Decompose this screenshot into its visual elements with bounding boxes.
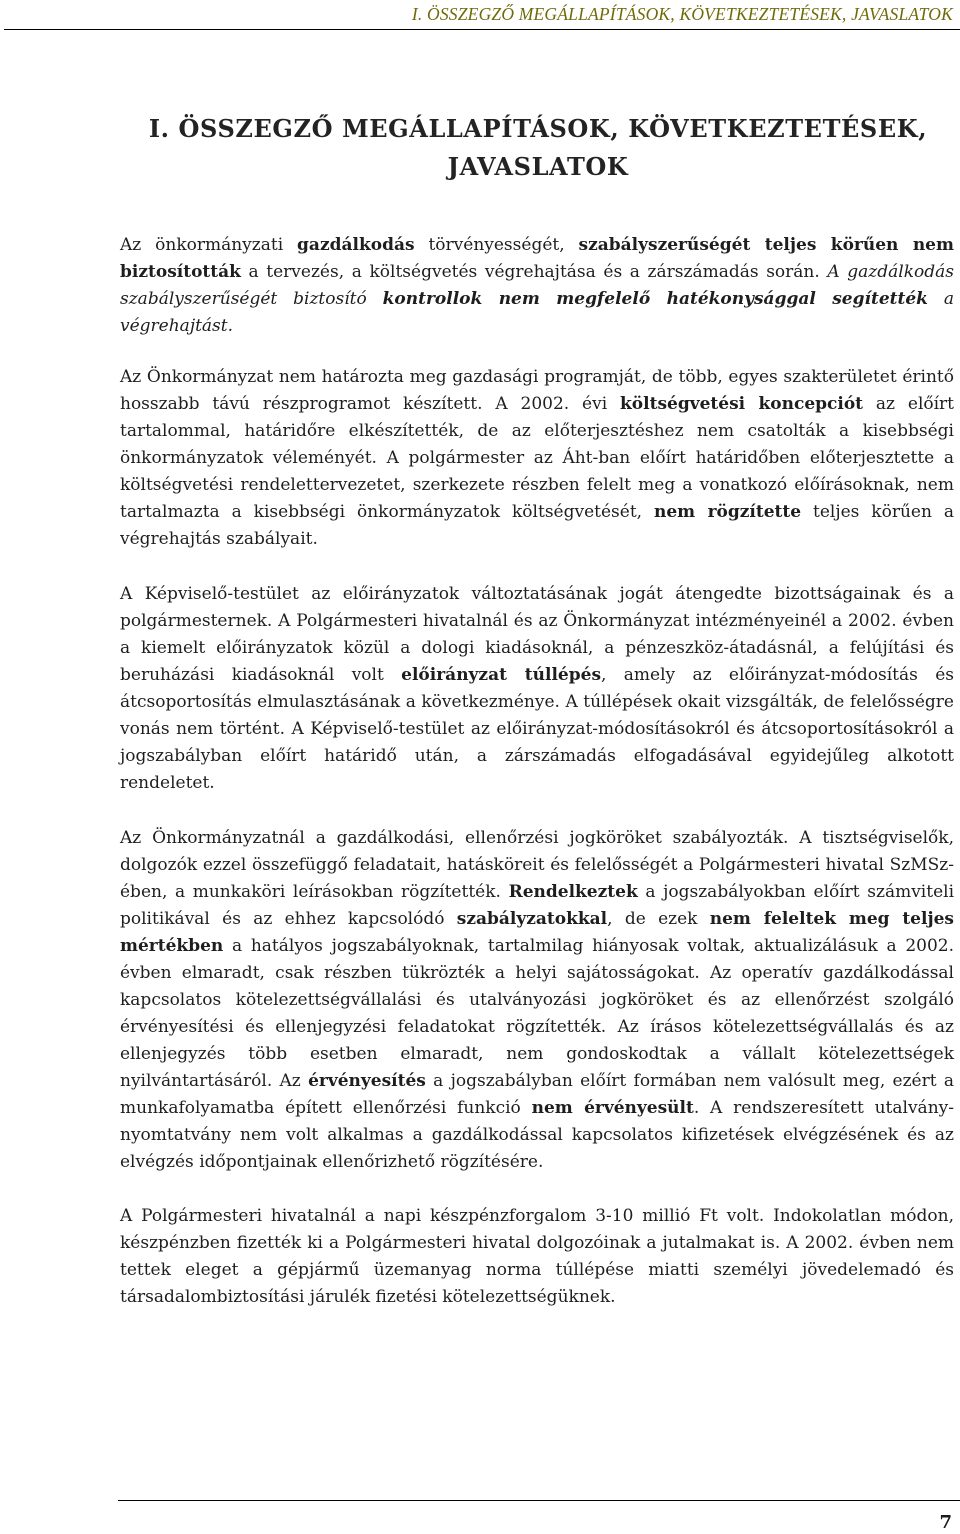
bold-text: nem érvényesült — [531, 1098, 694, 1118]
text-run: törvényességét, — [414, 235, 579, 255]
italic-text: a végrehajtást. — [120, 289, 954, 336]
text-run: teljes körűen a végrehajtás szabályait. — [120, 502, 954, 549]
text-run: , amely az előirányzat-módosítás és átcsoportosítás elmulasztásának a következménye. A túllépések okait vizsgálták, de felelősségre vonás nem történt. A Képviselő-testület az előirányzat-módosításokról és átcsoportosításokról a jogszabályban előírt határidő után, a zárszámadás elfogadásával egyidejűleg alkotott rendeletet. — [120, 665, 954, 793]
paragraph-3 — [120, 581, 954, 797]
text-run: , de ezek — [607, 909, 710, 929]
paragraph-1 — [120, 232, 954, 340]
bold-text: Rendelkeztek — [508, 882, 638, 902]
text-run: a tervezés, a költségvetés végrehajtása és a zárszámadás során. — [240, 262, 828, 282]
bold-italic-text: kontrollok nem megfelelő hatékonysággal segítették — [382, 289, 928, 309]
body-text — [120, 232, 954, 1311]
bold-text: gazdálkodás — [297, 235, 415, 255]
page-title-line-1: I. ÖSSZEGZŐ MEGÁLLAPÍTÁSOK, KÖVETKEZTETÉSEK, — [148, 114, 928, 143]
text-run: A Polgármesteri hivatalnál a napi készpénzforgalom 3-10 millió Ft volt. Indokolatlan módon, készpénzben fizették ki a Polgármesteri hivatal dolgozóinak a jutalmakat is. A 2002. évben nem tettek eleget a gépjármű üzemanyag norma túllépése miatti személyi jövedelemadó és társadalombiztosítási járulék fizetési kötelezettségüknek. — [120, 1206, 954, 1307]
bold-text: előirányzat túllépés — [401, 665, 602, 685]
text-run: Az Önkormányzat nem határozta meg gazdasági programját, de több, egyes szakterületet érintő hosszabb távú részprogramot készített. A 2002. évi — [120, 367, 954, 414]
text-run: Az önkormányzati — [120, 235, 298, 255]
header-rule — [4, 29, 960, 30]
page-number: 7 — [939, 1512, 952, 1533]
bold-text: nem feleltek meg teljes mértékben — [120, 909, 954, 956]
paragraph-2 — [120, 364, 954, 553]
text-run: az előírt tartalommal, határidőre elkészítették, de az előterjesztéshez nem csatolták a kisebbségi önkormányzatok véleményét. A polgármester az Áht-ban előírt határidőben előterjesztette a költségvetési rendelettervezetet, szerkezete részben felelt meg a vonatkozó előírásoknak, nem tartalmazta a kisebbségi önkormányzatok költségvetését, — [120, 394, 955, 522]
paragraph-5 — [120, 1203, 954, 1311]
page-title-line-2: JAVASLATOK — [447, 152, 629, 181]
text-run: A Képviselő-testület az előirányzatok változtatásának jogát átengedte bizottságainak és a polgármesternek. A Polgármesteri hivatalnál és az Önkormányzat intézményeinél a 2002. évben a kiemelt előirányzatok közül a dologi kiadásoknál, a pénzeszköz-átadásnál, a felújítási és beruházási kiadásoknál volt — [120, 584, 954, 685]
text-run: a hatályos jogszabályoknak, tartalmilag hiányosak voltak, aktualizálásuk a 2002. évben elmaradt, csak részben tükrözték a helyi sajátosságokat. Az operatív gazdálkodással kapcsolatos kötelezettségvállalási és utalványozási jogköröket és az ellenőrzést szolgáló érvényesítési és ellenjegyzési feladatokat rögzítették. Az írásos kötelezettségvállalás és az ellenjegyzés több esetben elmaradt, nem gondoskodtak a vállalt kötelezettségek nyilvántartásáról. Az — [120, 936, 954, 1091]
bold-text: költségvetési koncepciót — [620, 394, 864, 414]
bold-text: nem rögzítette — [653, 502, 802, 522]
paragraph-4 — [120, 825, 954, 1176]
page-title — [118, 110, 958, 186]
text-run: a jogszabályokban előírt számviteli politikával és az ehhez kapcsolódó — [120, 882, 955, 929]
running-header: I. ÖSSZEGZŐ MEGÁLLAPÍTÁSOK, KÖVETKEZTETÉSEK, JAVASLATOK — [411, 4, 953, 24]
text-run: Az Önkormányzatnál a gazdálkodási, ellenőrzési jogköröket szabályozták. A tisztségviselők, dolgozók ezzel összefüggő feladatait, hatásköreit és felelősségét a Polgármesteri hivatal SzMSz-ében, a munkaköri leírásokban rögzítették. — [120, 828, 954, 902]
footer-rule — [118, 1500, 960, 1501]
bold-text: szabályzatokkal — [456, 909, 608, 929]
text-run: a jogszabályban előírt formában nem valósult meg, ezért a munkafolyamatba épített ellenőrzési funkció — [120, 1071, 954, 1118]
bold-text: szabályszerűségét teljes körűen nem biztosították — [120, 235, 954, 282]
bold-text: érvényesítés — [308, 1071, 426, 1091]
text-run: . A rendszeresített utalvány-nyomtatvány nem volt alkalmas a gazdálkodással kapcsolatos kifizetések elvégzésének és az elvégzés időpontjainak ellenőrizhető rögzítésére. — [120, 1098, 954, 1172]
italic-text: A gazdálkodás szabályszerűségét biztosító — [120, 262, 954, 309]
